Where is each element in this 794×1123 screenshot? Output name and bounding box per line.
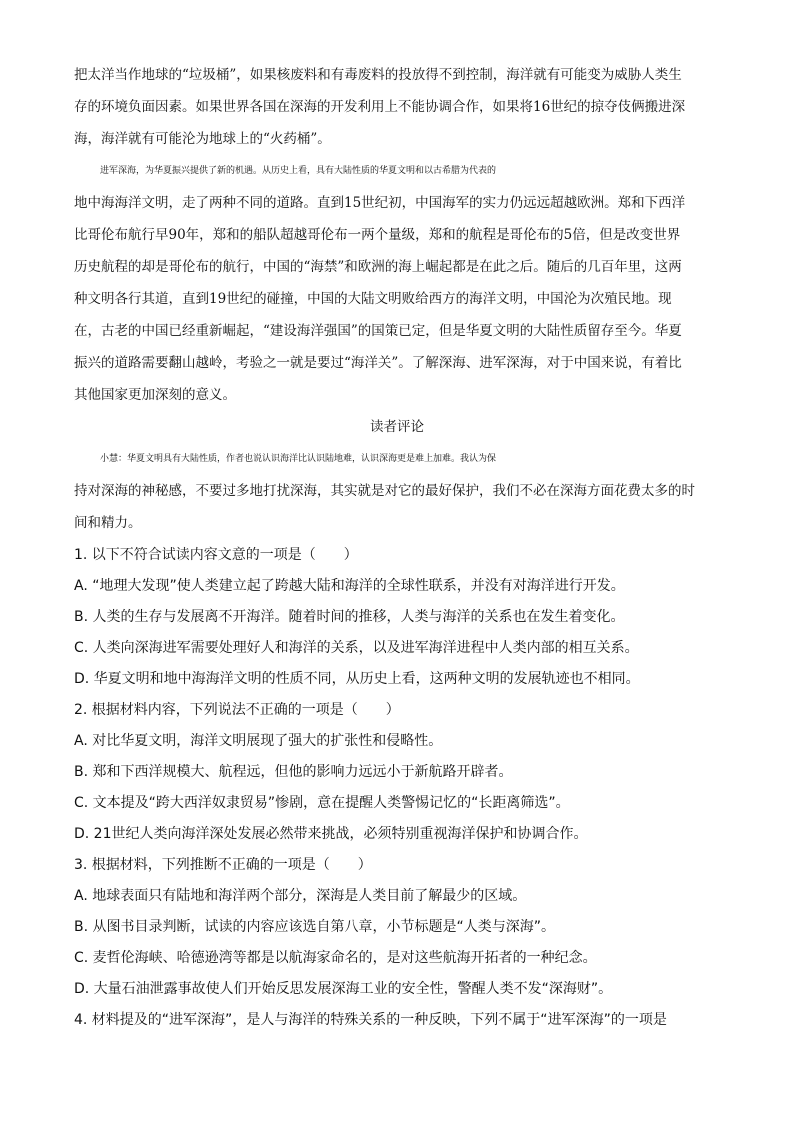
review-line: 小慧：华夏文明具有大陆性质，作者也说认识海洋比认识陆地难，认识深海更是难上加难。我认为保 xyxy=(100,454,497,464)
passage-line: 海，海洋就有可能沦为地球上的“火药桶”。 xyxy=(74,131,331,147)
passage-line: 振兴的道路需要翻山越岭，考验之一就是要过“海洋关”。了解深海、进军深海，对于中国来说，有着比 xyxy=(74,355,682,371)
question-option: C. 麦哲伦海峡、哈德逊湾等都是以航海家命名的，是对这些航海开拓者的一种纪念。 xyxy=(74,950,597,966)
question-option: C. 文本提及“跨大西洋奴隶贸易”惨剧，意在提醒人类警惕记忆的“长距离筛选”。 xyxy=(74,795,570,811)
question-option: A. 对比华夏文明，海洋文明展现了强大的扩张性和侵略性。 xyxy=(74,733,443,749)
question-option: A. “地理大发现”使人类建立起了跨越大陆和海洋的全球性联系，并没有对海洋进行开发。 xyxy=(74,578,625,594)
review-heading: 读者评论 xyxy=(370,419,424,435)
question-stem: 4. 材料提及的“进军深海”，是人与海洋的特殊关系的一种反映，下列不属于“进军深海”的一项是 xyxy=(74,1012,667,1028)
question-stem: 1. 以下不符合试读内容文意的一项是（ ） xyxy=(74,547,358,563)
passage-line: 比哥伦布航行早90年，郑和的船队超越哥伦布一两个量级，郑和的航程是哥伦布的5倍，但是改变世界 xyxy=(74,227,681,243)
question-option: D. 华夏文明和地中海海洋文明的性质不同，从历史上看，这两种文明的发展轨迹也不相同。 xyxy=(74,671,640,687)
question-option: B. 人类的生存与发展离不开海洋。随着时间的推移，人类与海洋的关系也在发生着变化。 xyxy=(74,609,625,625)
question-option: B. 从图书目录判断，试读的内容应该选自第八章，小节标题是“人类与深海”。 xyxy=(74,919,556,935)
question-option: C. 人类向深海进军需要处理好人和海洋的关系，以及进军海洋进程中人类内部的相互关系。 xyxy=(74,640,639,656)
question-option: A. 地球表面只有陆地和海洋两个部分，深海是人类目前了解最少的区域。 xyxy=(74,888,527,904)
passage-line: 存的环境负面因素。如果世界各国在深海的开发利用上不能协调合作，如果将16世纪的掠夺伎俩搬进深 xyxy=(74,99,686,115)
review-line: 持对深海的神秘感，不要过多地打扰深海，其实就是对它的最好保护，我们不必在深海方面花费太多的时 xyxy=(74,483,695,499)
passage-line: 历史航程的却是哥伦布的航行，中国的“海禁”和欧洲的海上崛起都是在此之后。随后的几百年里，这两 xyxy=(74,259,682,275)
passage-line: 把太洋当作地球的“垃圾桶”，如果核废料和有毒废料的投放得不到控制，海洋就有可能变为威胁人类生 xyxy=(74,67,682,83)
question-stem: 2. 根据材料内容，下列说法不正确的一项是（ ） xyxy=(74,702,400,718)
passage-line: 在，古老的中国已经重新崛起，“建设海洋强国”的国策已定，但是华夏文明的大陆性质留存至今。华夏 xyxy=(74,323,682,339)
question-option: D. 大量石油泄露事故使人们开始反思发展深海工业的安全性，警醒人类不发“深海财”。 xyxy=(74,981,613,997)
question-stem: 3. 根据材料，下列推断不正确的一项是（ ） xyxy=(74,857,372,873)
passage-line: 其他国家更加深刻的意义。 xyxy=(74,387,236,403)
question-option: B. 郑和下西洋规模大、航程远，但他的影响力远远小于新航路开辟者。 xyxy=(74,764,513,780)
question-option: D. 21世纪人类向海洋深处发展必然带来挑战，必须特别重视海洋保护和协调合作。 xyxy=(74,826,588,842)
passage-line: 地中海海洋文明，走了两种不同的道路。直到15世纪初，中国海军的实力仍远远超越欧洲。郑和下西洋 xyxy=(74,195,686,211)
passage-line: 种文明各行其道，直到19世纪的碰撞，中国的大陆文明败给西方的海洋文明，中国沦为次殖民地。现 xyxy=(74,291,672,307)
review-line: 间和精力。 xyxy=(74,515,142,531)
passage-line: 进军深海，为华夏振兴提供了新的机遇。从历史上看，具有大陆性质的华夏文明和以古希腊为代表的 xyxy=(100,166,497,176)
